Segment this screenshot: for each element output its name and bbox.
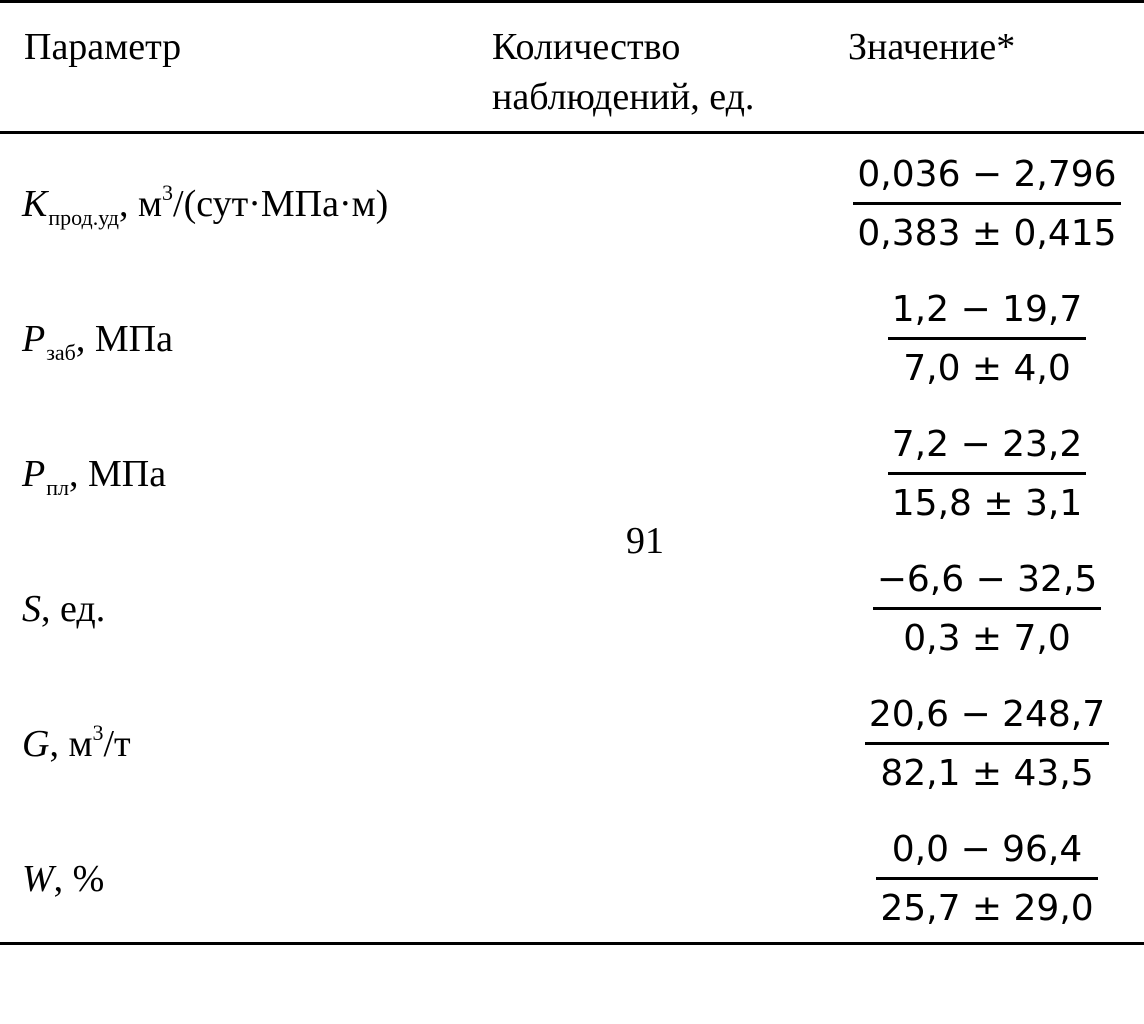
value-range: 7,2 − 23,2 [891, 424, 1083, 465]
param-unit: , МПа [68, 453, 167, 495]
header-count-line2: наблюдений, ед. [492, 76, 755, 118]
param-symbol: W [22, 858, 54, 900]
param-subscript: пл [46, 475, 69, 500]
table-row-param [22, 176, 388, 232]
param-symbol: K [22, 183, 48, 225]
table-row-value [840, 150, 1134, 259]
param-unit-rest: /т [103, 723, 131, 765]
header-parameter: Параметр [24, 26, 182, 68]
fraction-bar [873, 607, 1102, 610]
fraction-bar [888, 337, 1086, 340]
table-bottom-rule [0, 942, 1144, 945]
table-row-param [22, 311, 173, 367]
param-unit: , % [53, 858, 105, 900]
param-symbol: P [22, 453, 46, 495]
param-unit-sup: 3 [92, 720, 104, 745]
param-unit: , ед. [41, 588, 106, 630]
table-row-value [840, 555, 1134, 664]
table-row-value [840, 690, 1134, 799]
param-unit: , м [119, 183, 163, 225]
param-unit-sup: 3 [162, 180, 174, 205]
table-row-param [22, 716, 131, 772]
table-row-param [22, 581, 105, 637]
value-mean-sd: 0,3 ± 7,0 [903, 618, 1071, 659]
param-symbol: G [22, 723, 50, 765]
table-row-param [22, 851, 104, 907]
value-mean-sd: 15,8 ± 3,1 [891, 483, 1083, 524]
table-top-rule [0, 0, 1144, 3]
param-unit-rest: /(сут·МПа·м) [173, 183, 389, 225]
value-mean-sd: 0,383 ± 0,415 [857, 213, 1117, 254]
param-subscript: прод.уд [48, 205, 119, 230]
fraction-bar [876, 877, 1097, 880]
value-range: −6,6 − 32,5 [876, 559, 1098, 600]
fraction-bar [865, 742, 1109, 745]
table-row-value [840, 825, 1134, 934]
fraction-bar [853, 202, 1120, 205]
table-header-rule [0, 131, 1144, 134]
table-row-param [22, 446, 166, 502]
header-value: Значение* [848, 26, 1016, 68]
value-mean-sd: 7,0 ± 4,0 [903, 348, 1071, 389]
value-range: 0,036 − 2,796 [857, 154, 1117, 195]
param-unit: , м [49, 723, 93, 765]
header-observation-count [492, 22, 832, 122]
table-row-value [840, 285, 1134, 394]
param-unit: , МПа [75, 318, 173, 360]
observation-count: 91 [626, 520, 664, 562]
param-symbol: P [22, 318, 46, 360]
value-range: 1,2 − 19,7 [891, 289, 1083, 330]
table-row-value [840, 420, 1134, 529]
fraction-bar [888, 472, 1086, 475]
value-range: 0,0 − 96,4 [891, 829, 1083, 870]
value-range: 20,6 − 248,7 [868, 694, 1106, 735]
param-symbol: S [22, 588, 41, 630]
param-subscript: заб [46, 340, 76, 365]
header-count-line1: Количество [492, 26, 681, 68]
value-mean-sd: 25,7 ± 29,0 [880, 888, 1094, 929]
value-mean-sd: 82,1 ± 43,5 [880, 753, 1094, 794]
